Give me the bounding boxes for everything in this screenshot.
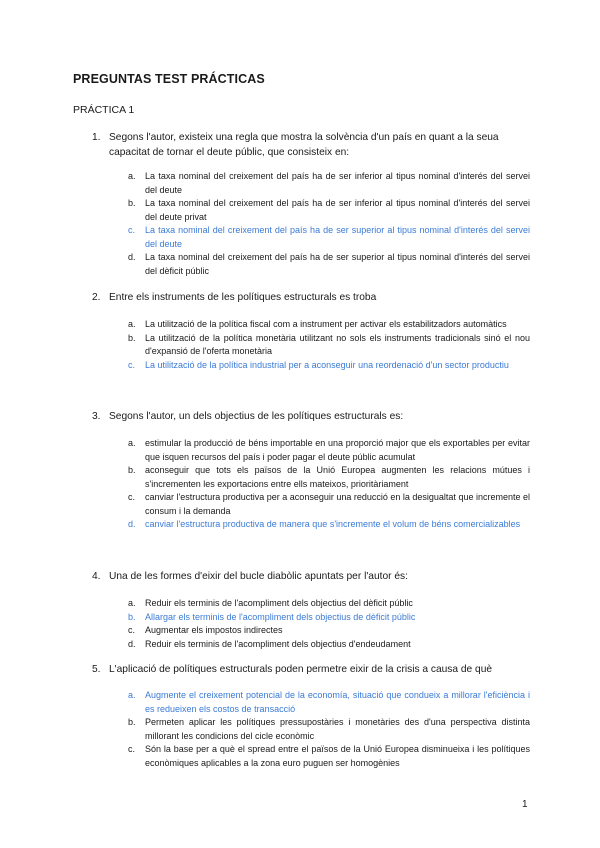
option-text: canviar l'estructura productiva per a aconseguir una reducció en la desigualtat que incremente el consum i la demanda <box>145 492 530 516</box>
option-text: La utilització de la política monetària utilitzant no sols els instruments tradicionals sinó el nou d'expansió de l'oferta monetària <box>145 332 530 356</box>
option-text: La taxa nominal del creixement del país ha de ser inferior al tipus nominal d'interés del servei del deute <box>145 171 530 195</box>
option-letter: b. <box>128 198 136 208</box>
option-text: La taxa nominal del creixement del país ha de ser superior al tipus nominal d'interés del servei del deute <box>145 225 530 249</box>
option-1b <box>128 197 530 224</box>
option-letter: b. <box>128 717 136 727</box>
question-number: 1. <box>92 132 101 143</box>
question-text: Segons l'autor, existeix una regla que mostra la solvència d'un país en quant a la seua capacitat de tornar el deute públic, que consisteix en: <box>109 132 499 158</box>
option-letter: a. <box>128 438 136 448</box>
option-4c <box>128 624 530 638</box>
question-4 <box>92 569 530 584</box>
question-1 <box>92 130 530 160</box>
option-letter: d. <box>128 252 136 262</box>
question-text: Segons l'autor, un dels objectius de les polítiques estructurals es: <box>109 411 404 422</box>
option-text: canviar l'estructura productiva de manera que s'incremente el volum de béns comercializables <box>145 519 521 529</box>
option-text: Permeten aplicar les polítiques pressupostàries i monetàries des d'una perspectiva distinta millorant les condicions del cicle econòmic <box>145 717 530 741</box>
question-5 <box>92 662 530 677</box>
question-number: 3. <box>92 411 101 422</box>
option-text: La utilització de la política fiscal com a instrument per activar els estabilitzadors automàtics <box>145 319 507 329</box>
question-text: Entre els instruments de les polítiques estructurals es troba <box>109 292 377 303</box>
option-3d-correct <box>128 518 530 532</box>
option-text: La taxa nominal del creixement del país ha de ser inferior al tipus nominal d'interés del servei del deute privat <box>145 198 530 222</box>
option-text: Reduir els terminis de l'acompliment dels objectius d'endeudament <box>145 638 411 649</box>
option-text: Reduir els terminis de l'acompliment dels objectius del dèficit públic <box>145 598 413 608</box>
option-2c-correct <box>128 359 530 373</box>
option-letter: d. <box>128 638 136 649</box>
question-2 <box>92 290 530 305</box>
question-number: 2. <box>92 292 101 303</box>
document-title: PREGUNTAS TEST PRÁCTICAS <box>73 72 265 86</box>
option-text: estimular la producció de béns importable en una proporció major que els exportables per evitar que isquen recursos del país i poder pagar el deute públic acumulat <box>145 438 530 462</box>
option-4a <box>128 597 530 611</box>
option-5a-correct <box>128 689 530 716</box>
option-text: La taxa nominal del creixement del país ha de ser superior al tipus nominal d'interés del servei del dèficit públic <box>145 252 530 276</box>
question-number: 5. <box>92 664 101 675</box>
option-1c-correct <box>128 224 530 251</box>
option-letter: c. <box>128 492 136 502</box>
option-letter: a. <box>128 598 136 608</box>
option-4d <box>128 638 530 652</box>
options-list-2 <box>128 318 530 372</box>
option-3c <box>128 491 530 518</box>
option-3a <box>128 437 530 464</box>
option-4b-correct <box>128 611 530 625</box>
option-text: Augmentar els impostos indirectes <box>145 625 283 635</box>
option-text: Augmente el creixement potencial de la economía, situació que condueix a millorar l'eficiència i es redueixen els costos de transacció <box>145 690 530 714</box>
option-letter: c. <box>128 744 136 754</box>
option-5b <box>128 716 530 743</box>
question-3 <box>92 409 530 424</box>
option-text: aconseguir que tots els països de la Unió Europea augmenten les relacions mútues i s'incrementen les exportacions entre ells mateixos, prioritàriament <box>145 465 530 489</box>
option-3b <box>128 464 530 491</box>
option-letter: a. <box>128 690 136 700</box>
option-1a <box>128 170 530 197</box>
option-text: La utilització de la política industrial per a aconseguir una reordenació d'un sector productiu <box>145 359 509 370</box>
page-number: 1 <box>522 799 528 810</box>
option-letter: d. <box>128 519 136 529</box>
options-list-1 <box>128 170 530 278</box>
question-text: L'aplicació de polítiques estructurals poden permetre eixir de la crisis a causa de què <box>109 664 493 675</box>
option-1d <box>128 251 530 278</box>
option-2a <box>128 318 530 332</box>
option-text: Són la base per a què el spread entre el països de la Unió Europea disminueixa i les polítiques econòmiques aplicables a la zona euro puguen ser homogènies <box>145 744 530 768</box>
option-letter: c. <box>128 225 136 235</box>
option-letter: a. <box>128 171 136 181</box>
option-letter: a. <box>128 319 136 329</box>
option-letter: b. <box>128 465 136 475</box>
option-letter: c. <box>128 625 136 635</box>
question-text: Una de les formes d'eixir del bucle diabòlic apuntats per l'autor és: <box>109 571 408 582</box>
section-heading: PRÁCTICA 1 <box>73 104 135 116</box>
options-list-4 <box>128 597 530 651</box>
option-letter: b. <box>128 332 136 343</box>
option-letter: b. <box>128 611 136 622</box>
question-number: 4. <box>92 571 101 582</box>
option-letter: c. <box>128 359 136 370</box>
option-text: Allargar els terminis de l'acompliment dels objectius de dèficit públic <box>145 611 416 622</box>
options-list-5 <box>128 689 530 770</box>
option-2b <box>128 332 530 359</box>
options-list-3 <box>128 437 530 532</box>
option-5c <box>128 743 530 770</box>
